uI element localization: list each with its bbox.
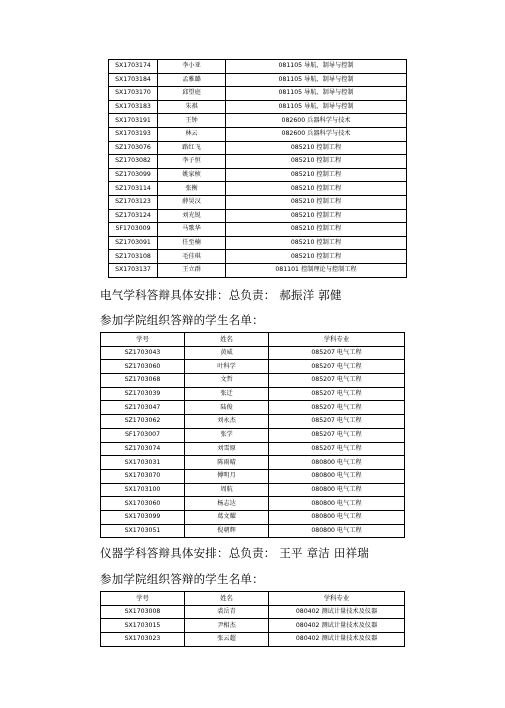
- cell-student-name: 林云: [158, 127, 226, 141]
- cell-major: 085207 电气工程: [269, 415, 405, 429]
- cell-student-name: 张迁: [185, 387, 269, 401]
- cell-major: 080800 电气工程: [269, 469, 405, 483]
- cell-student-id: SZ1703108: [109, 250, 158, 264]
- col-header-id: 学号: [101, 592, 185, 606]
- table-row: [101, 374, 405, 388]
- cell-student-id: SX1703191: [109, 114, 158, 128]
- control-students-table: [108, 59, 407, 278]
- cell-student-name: 马歌华: [158, 223, 226, 237]
- cell-student-name: 李子恒: [158, 155, 226, 169]
- table-row: [101, 415, 405, 429]
- cell-student-name: 倪朝辉: [185, 524, 269, 538]
- cell-major: 085210 控制工程: [226, 195, 407, 209]
- cell-student-name: 姚家桢: [158, 168, 226, 182]
- cell-student-id: SF1703007: [101, 428, 185, 442]
- cell-major: 081105 导航、制导与控制: [226, 60, 407, 74]
- cell-student-id: SZ1703060: [101, 360, 185, 374]
- cell-student-id: SZ1703076: [109, 141, 158, 155]
- cell-student-id: SZ1703039: [101, 387, 185, 401]
- cell-major: 085207 电气工程: [269, 442, 405, 456]
- cell-student-id: SX1703183: [109, 100, 158, 114]
- cell-major: 085207 电气工程: [269, 401, 405, 415]
- col-header-major: 学科专业: [269, 333, 405, 347]
- cell-major: 085207 电气工程: [269, 374, 405, 388]
- instrument-list-heading: 参加学院组织答辩的学生名单：: [100, 572, 264, 586]
- cell-major: 080402 测试计量技术及仪器: [269, 605, 405, 619]
- table-row: [109, 127, 407, 141]
- cell-student-id: SZ1703074: [101, 442, 185, 456]
- cell-student-name: 尹相杰: [185, 619, 269, 633]
- col-header-major: 学科专业: [269, 592, 405, 606]
- cell-major: 085210 控制工程: [226, 236, 407, 250]
- cell-student-name: 陆俊: [185, 401, 269, 415]
- cell-student-id: SZ1703047: [101, 401, 185, 415]
- cell-student-id: SF1703009: [109, 223, 158, 237]
- table-row: [101, 346, 405, 360]
- cell-major: 082600 兵器科学与技术: [226, 127, 407, 141]
- table-row: [101, 605, 405, 619]
- table-row: [101, 456, 405, 470]
- table-body: [101, 346, 405, 538]
- table-row: [101, 524, 405, 538]
- cell-major: 085210 控制工程: [226, 250, 407, 264]
- header-row: [101, 333, 405, 347]
- cell-major: 080800 电气工程: [269, 483, 405, 497]
- cell-student-id: SX1703170: [109, 87, 158, 101]
- cell-student-name: 邱望庭: [158, 87, 226, 101]
- cell-student-name: 朱祺: [158, 100, 226, 114]
- cell-student-id: SX1703070: [101, 469, 185, 483]
- table-row: [109, 73, 407, 87]
- cell-major: 081105 导航、制导与控制: [226, 73, 407, 87]
- cell-student-id: SX1703015: [101, 619, 185, 633]
- electric-section-heading: 电气学科答辩具体安排：总负责： 郝振洋 郭健: [100, 288, 342, 302]
- cell-student-name: 傅明月: [185, 469, 269, 483]
- cell-student-id: SZ1703099: [109, 168, 158, 182]
- cell-major: 081105 导航、制导与控制: [226, 100, 407, 114]
- cell-student-name: 刘雪原: [185, 442, 269, 456]
- cell-student-id: SZ1703043: [101, 346, 185, 360]
- table-row: [101, 442, 405, 456]
- cell-student-id: SX1703060: [101, 497, 185, 511]
- cell-student-id: SZ1703068: [101, 374, 185, 388]
- cell-student-name: 陈雨晴: [185, 456, 269, 470]
- electric-students-table: [100, 332, 405, 538]
- table-row: [109, 114, 407, 128]
- table-row: [109, 250, 407, 264]
- cell-major: 085207 电气工程: [269, 346, 405, 360]
- table-row: [109, 236, 407, 250]
- cell-student-id: SX1703137: [109, 263, 158, 277]
- cell-student-name: 刘永杰: [185, 415, 269, 429]
- table-row: [101, 401, 405, 415]
- cell-student-name: 杨志达: [185, 497, 269, 511]
- table-row: [109, 60, 407, 74]
- table-row: [109, 182, 407, 196]
- table-row: [109, 263, 407, 277]
- cell-student-name: 刘光锐: [158, 209, 226, 223]
- table-row: [109, 209, 407, 223]
- cell-major: 080800 电气工程: [269, 497, 405, 511]
- table-header: [101, 592, 405, 606]
- cell-student-name: 叶科学: [185, 360, 269, 374]
- cell-student-name: 文哲: [185, 374, 269, 388]
- cell-major: 081101 控制理论与控制工程: [226, 263, 407, 277]
- col-header-id: 学号: [101, 333, 185, 347]
- cell-major: 082600 兵器科学与技术: [226, 114, 407, 128]
- cell-major: 085210 控制工程: [226, 155, 407, 169]
- table-header: [101, 333, 405, 347]
- cell-major: 085210 控制工程: [226, 141, 407, 155]
- table-row: [109, 155, 407, 169]
- table-row: [109, 87, 407, 101]
- cell-major: 080800 电气工程: [269, 510, 405, 524]
- cell-student-name: 周航: [185, 483, 269, 497]
- cell-student-name: 张衡: [158, 182, 226, 196]
- table-row: [101, 497, 405, 511]
- cell-student-id: SX1703031: [101, 456, 185, 470]
- cell-student-id: SZ1703091: [109, 236, 158, 250]
- table-row: [101, 483, 405, 497]
- cell-student-name: 王钟: [158, 114, 226, 128]
- cell-major: 085210 控制工程: [226, 182, 407, 196]
- cell-student-name: 黄威: [185, 346, 269, 360]
- cell-student-id: SZ1703124: [109, 209, 158, 223]
- table-row: [109, 223, 407, 237]
- cell-student-name: 李小亚: [158, 60, 226, 74]
- cell-major: 085210 控制工程: [226, 168, 407, 182]
- table-row: [101, 428, 405, 442]
- cell-student-id: SZ1703114: [109, 182, 158, 196]
- table-row: [101, 633, 405, 647]
- cell-student-name: 裘岳青: [185, 605, 269, 619]
- table-row: [101, 619, 405, 633]
- cell-student-id: SX1703008: [101, 605, 185, 619]
- table-row: [109, 141, 407, 155]
- cell-student-id: SZ1703082: [109, 155, 158, 169]
- cell-student-id: SX1703174: [109, 60, 158, 74]
- cell-student-id: SX1703051: [101, 524, 185, 538]
- cell-student-id: SX1703193: [109, 127, 158, 141]
- cell-major: 085207 电气工程: [269, 428, 405, 442]
- cell-student-id: SX1703023: [101, 633, 185, 647]
- table-body: [101, 605, 405, 646]
- electric-list-heading: 参加学院组织答辩的学生名单：: [100, 313, 264, 327]
- table-row: [101, 510, 405, 524]
- table-body: [109, 60, 407, 278]
- cell-student-id: SX1703184: [109, 73, 158, 87]
- cell-student-name: 任至楠: [158, 236, 226, 250]
- cell-student-name: 王立群: [158, 263, 226, 277]
- col-header-name: 姓名: [185, 592, 269, 606]
- table-row: [101, 469, 405, 483]
- cell-student-name: 毛佳琪: [158, 250, 226, 264]
- cell-major: 080402 测试计量技术及仪器: [269, 619, 405, 633]
- cell-student-id: SZ1703062: [101, 415, 185, 429]
- cell-major: 080402 测试计量技术及仪器: [269, 633, 405, 647]
- cell-student-name: 张云超: [185, 633, 269, 647]
- col-header-name: 姓名: [185, 333, 269, 347]
- cell-major: 085207 电气工程: [269, 387, 405, 401]
- table-row: [109, 100, 407, 114]
- cell-major: 080800 电气工程: [269, 456, 405, 470]
- cell-major: 085207 电气工程: [269, 360, 405, 374]
- cell-student-name: 张学: [185, 428, 269, 442]
- cell-major: 085210 控制工程: [226, 209, 407, 223]
- cell-student-name: 薛昊汉: [158, 195, 226, 209]
- cell-major: 085210 控制工程: [226, 223, 407, 237]
- cell-student-id: SX1703100: [101, 483, 185, 497]
- instrument-section-heading: 仪器学科答辩具体安排：总负责： 王平 章洁 田祥瑞: [100, 546, 369, 560]
- table-row: [101, 360, 405, 374]
- header-row: [101, 592, 405, 606]
- cell-major: 081105 导航、制导与控制: [226, 87, 407, 101]
- cell-major: 080800 电气工程: [269, 524, 405, 538]
- table-row: [109, 168, 407, 182]
- table-row: [101, 387, 405, 401]
- cell-student-name: 葛文耀: [185, 510, 269, 524]
- table-row: [109, 195, 407, 209]
- cell-student-id: SZ1703123: [109, 195, 158, 209]
- cell-student-name: 孟雅璐: [158, 73, 226, 87]
- cell-student-id: SX1703099: [101, 510, 185, 524]
- instrument-students-table: [100, 591, 405, 647]
- cell-student-name: 路红飞: [158, 141, 226, 155]
